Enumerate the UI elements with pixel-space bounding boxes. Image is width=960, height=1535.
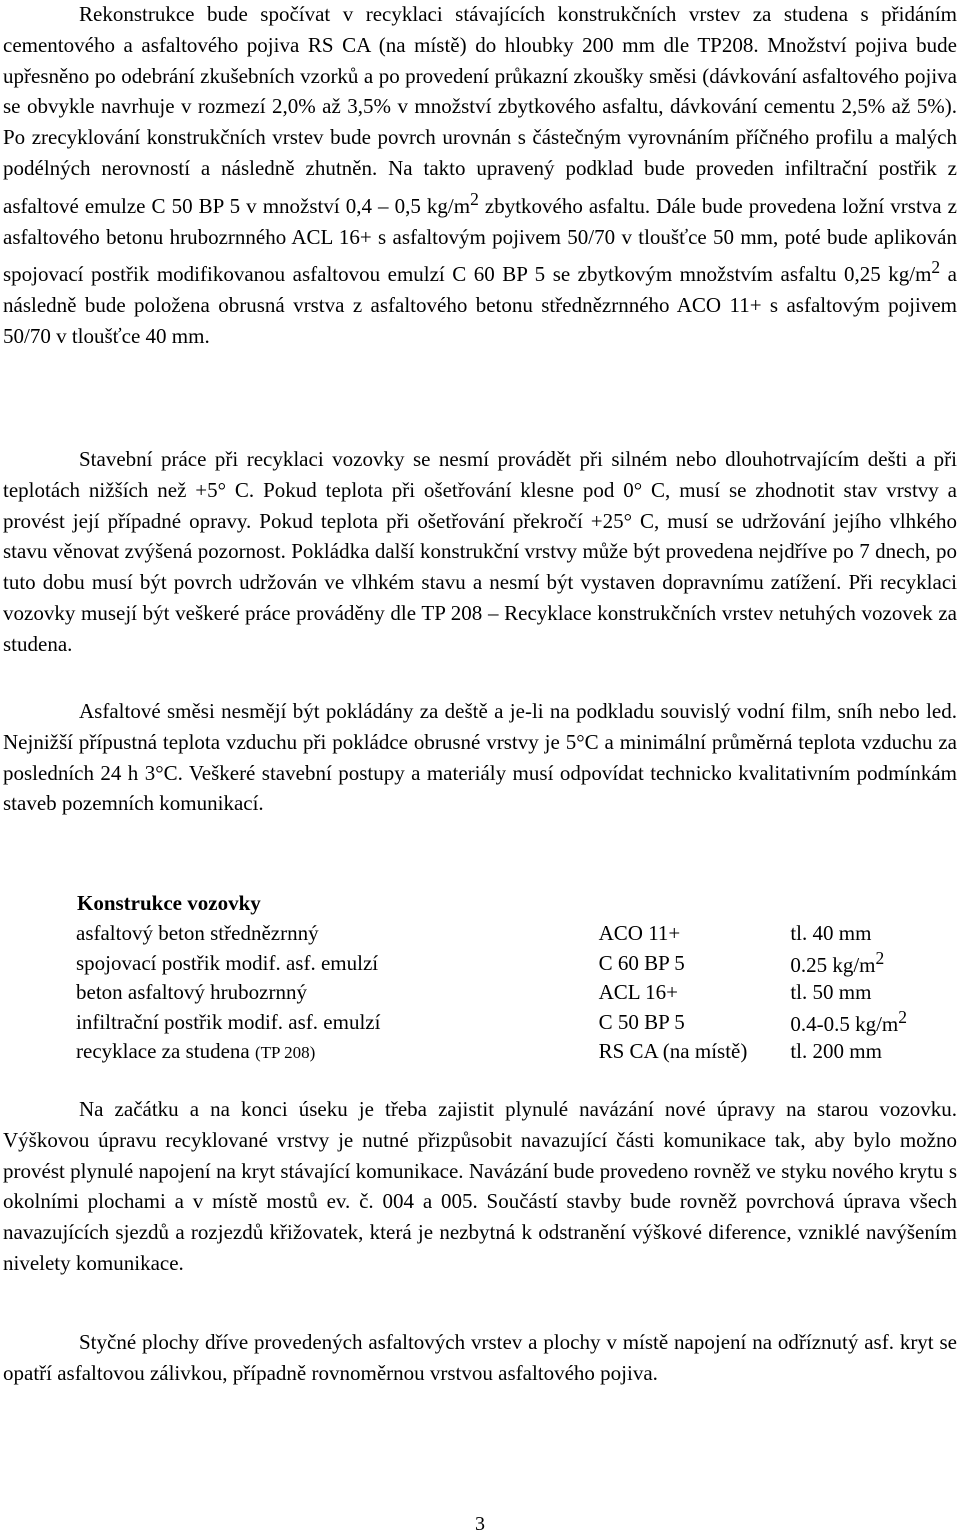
table-row — [76, 948, 960, 978]
superscript: 2 — [898, 1007, 907, 1027]
layer-name — [76, 1037, 599, 1066]
layer-name: spojovací postřik modif. asf. emulzí — [76, 950, 379, 975]
layer-code: ACL 16+ — [598, 980, 678, 1004]
paragraph-reconstruction — [3, 0, 957, 352]
paragraph-connections: Na začátku a na konci úseku je třeba zajistit plynulé navázání nové úpravy na starou vozovku. Výškovou úpravu recyklované vrstvy je nutné přizpůsobit navazující části komunikace tak, aby bylo možno provést plynulé napojení na kryt stávající komunikace. Navázání bude provedeno rovněž ve styku nového krytu s okolními plochami a v místě mostů ev. č. 004 a 005. Součástí stavby bude rovněž povrchová úprava všech navazujících sjezdů a rozjezdů křižovatek, která je nezbytná k odstranění výškové diference, vzniklé navýšením nivelety komunikace. — [3, 1097, 957, 1275]
layer-code: ACO 11+ — [598, 921, 681, 945]
layer-code: C 50 BP 5 — [598, 1009, 685, 1034]
superscript: 2 — [875, 948, 885, 968]
paragraph-weather-conditions: Stavební práce při recyklaci vozovky se nesmí provádět při silném nebo dlouhotrvajícím dešti a při teplotách nižších než +5° C. Pokud teplota při ošetřování klesne pod 0° C, musí se zhodnotit stav vrstvy a provést její případné opravy. Pokud teplota při ošetřování překročí +25° C, musí se udržování jejího vlhkého stavu věnovat zvýšená pozornost. Pokládka další konstrukční vrstvy může být provedena nejdříve po 7 dnech, po tuto dobu musí být povrch udržován ve vlhkém stavu a nesmí být vystaven dopravnímu zatížení. Při recyklaci vozovky musejí být veškeré práce prováděny dle TP 208 – Recyklace konstrukčních vrstev netuhých vozovek za studena. — [3, 447, 957, 656]
paragraph-text: Rekonstrukce bude spočívat v recyklaci stávajících konstrukčních vrstev za studena s přidáním cementového a asfaltového pojiva RS CA (na místě) do hloubky 200 mm dle TP208. Množství pojiva bude upřesněno po odebrání zkušebních vzorků a po provedení průkazní zkoušky směsi (dávkování asfaltového pojiva se obvykle navrhuje v rozmezí 2,0% až 3,5% v množství zbytkového asfaltu, dávkování cementu 2,5% až 5%). Po zrecyklování konstrukčních vrstev bude povrch urovnán s částečným vyrovnáním příčného profilu a malých podélných nerovností a následně zhutněn. Na takto upravený podklad bude proveden infiltrační postřik z asfaltové emulze C 50 BP 5 v množství 0,4 – 0,5 kg/m — [3, 2, 957, 218]
layer-name-text: recyklace za studena — [76, 1039, 255, 1063]
layer-value — [790, 948, 960, 978]
page-number: 3 — [475, 1513, 485, 1535]
construction-table — [76, 919, 960, 1066]
paragraph-text: zbytkového asfaltu. Dále bude provedena ložní vrstva z asfaltového betonu hrubozrnného ACL 16+ s asfaltovým pojivem 50/70 v tloušťce 50 mm, poté bude aplikován spojovací postřik modifikovanou asfaltovou emulzí C 60 BP 5 se zbytkovým množstvím asfaltu 0,25 kg/m — [3, 193, 957, 287]
value-text: 0.4-0.5 kg/m — [790, 1012, 899, 1036]
layer-value: tl. 200 mm — [790, 1039, 882, 1063]
layer-name: asfaltový beton střednězrnný — [76, 921, 319, 945]
layer-value: tl. 50 mm — [790, 980, 872, 1004]
table-row — [76, 1037, 960, 1066]
paragraph-joint-surfaces: Styčné plochy dříve provedených asfaltových vrstev a plochy v místě napojení na odříznutý asf. kryt se opatří asfaltovou zálivkou, případně rovnoměrnou vrstvou asfaltového pojiva. — [3, 1330, 957, 1385]
layer-value: tl. 40 mm — [790, 921, 872, 945]
superscript: 2 — [470, 188, 479, 209]
table-row — [76, 978, 960, 1007]
value-text: 0.25 kg/m — [790, 953, 876, 977]
paragraph-asphalt-laying: Asfaltové směsi nesmějí být pokládány za deště a je-li na podkladu souvislý vodní film, sníh nebo led. Nejnižší přípustná teplota vzduchu při pokládce obrusné vrstvy je 5°C a minimální průměrná teplota vzduchu za posledních 24 h 3°C. Veškeré stavební postupy a materiály musí odpovídat technicko kvalitativním podmínkám staveb pozemních komunikací. — [3, 699, 957, 816]
layer-name: beton asfaltový hrubozrnný — [76, 980, 307, 1004]
layer-code: C 60 BP 5 — [598, 950, 685, 975]
layer-name: infiltrační postřik modif. asf. emulzí — [76, 1009, 381, 1034]
superscript: 2 — [931, 257, 941, 278]
table-row — [76, 1007, 960, 1037]
layer-value — [790, 1007, 960, 1037]
layer-code: RS CA (na místě) — [598, 1039, 748, 1063]
construction-heading: Konstrukce vozovky — [77, 891, 261, 915]
paragraph-text: a následně bude položena obrusná vrstva z asfaltového betonu střednězrnného ACO 11+ s asfaltovým pojivem 50/70 v tloušťce 40 mm. — [3, 262, 957, 348]
layer-name-note: (TP 208) — [254, 1043, 316, 1062]
table-row — [76, 919, 960, 948]
